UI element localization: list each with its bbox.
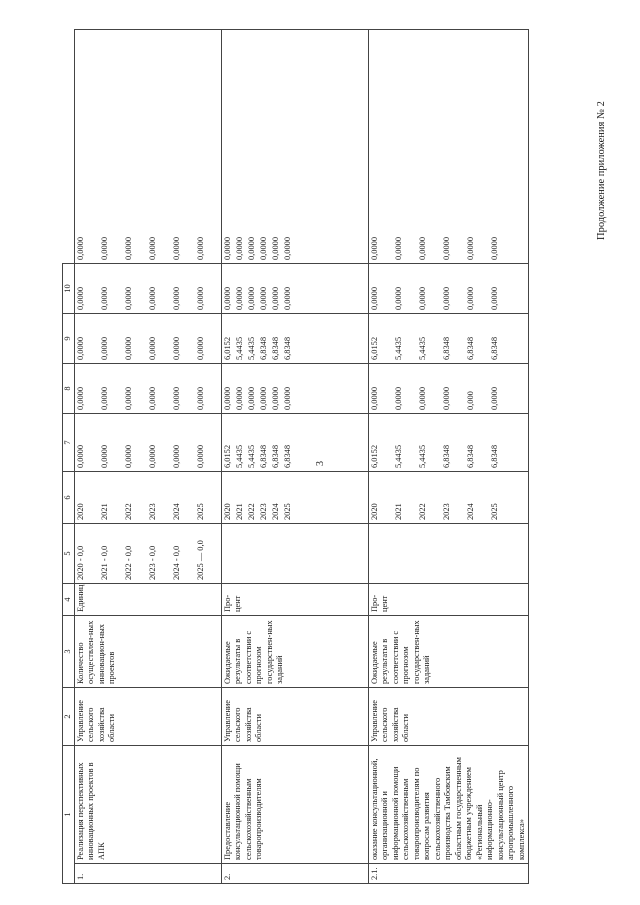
value-c10: 0,0000 — [99, 236, 109, 260]
values-c6 — [221, 414, 368, 472]
activity-name: Предоставление консультационной помощи сельскохозяйственным товаропроизводителям — [221, 746, 368, 864]
value-c6: 5,4435 — [417, 444, 427, 468]
value-c7: 0,0000 — [99, 386, 109, 410]
value-c8: 0,0000 — [123, 336, 133, 360]
column-header-6: 6 — [63, 472, 75, 524]
column-header-4: 4 — [63, 584, 75, 616]
value-c6: 0,0000 — [123, 444, 133, 468]
table-row — [368, 30, 529, 884]
activity-name: Реализация перспективных инновационных проектов в АПК — [74, 746, 221, 864]
value-c9: 0,0000 — [147, 286, 157, 310]
value-c7: 0,0000 — [123, 386, 133, 410]
indicator-name: Ожидаемые результаты в соответствии с прогнозом государствен-ных заданий — [368, 616, 529, 688]
values-c7 — [368, 364, 529, 414]
column-header-7: 7 — [63, 414, 75, 472]
value-targets — [490, 527, 514, 580]
value-c9: 0,0000 — [246, 286, 256, 310]
value-years: 2023 — [147, 503, 157, 520]
value-c8: 5,4435 — [246, 336, 256, 360]
budget-table — [62, 29, 529, 884]
value-c6: 6,0152 — [222, 444, 232, 468]
value-c7: 0,0000 — [282, 386, 292, 410]
value-years: 2021 — [99, 503, 109, 520]
value-c8: 6,8348 — [270, 336, 280, 360]
column-header-5: 5 — [63, 524, 75, 584]
column-header-3: 3 — [63, 616, 75, 688]
value-c7: 0,0000 — [246, 386, 256, 410]
value-c8: 5,4435 — [234, 336, 244, 360]
value-c7: 0,0000 — [75, 386, 85, 410]
value-c6: 6,8348 — [465, 444, 475, 468]
budget-table-rotated — [62, 29, 608, 884]
row-number: 1. — [74, 864, 221, 884]
value-c10: 0,0000 — [369, 236, 379, 260]
value-c8: 6,0152 — [222, 336, 232, 360]
value-c8: 5,4435 — [417, 336, 427, 360]
value-years: 2023 — [441, 503, 451, 520]
value-years: 2023 — [258, 503, 268, 520]
value-c10: 0,0000 — [246, 236, 256, 260]
value-c10: 0,0000 — [465, 236, 475, 260]
value-c10: 0,0000 — [441, 236, 451, 260]
unit: Про-цент — [221, 584, 368, 616]
value-c6: 0,0000 — [75, 444, 85, 468]
value-c6: 6,8348 — [282, 444, 292, 468]
column-header-10: 10 — [63, 264, 75, 314]
unit: Единиц — [74, 584, 221, 616]
value-c9: 0,0000 — [417, 286, 427, 310]
value-c6: 0,0000 — [171, 444, 181, 468]
value-years: 2024 — [171, 503, 181, 520]
value-c6: 6,8348 — [270, 444, 280, 468]
value-c7: 0,0000 — [393, 386, 403, 410]
value-c6: 6,8348 — [489, 444, 499, 468]
value-targets — [343, 527, 367, 580]
value-c10: 0,0000 — [171, 236, 181, 260]
value-c9: 0,0000 — [369, 286, 379, 310]
value-c10: 0,0000 — [222, 236, 232, 260]
value-targets: 2025 — 0,0 — [195, 540, 205, 580]
value-c9: 0,0000 — [465, 286, 475, 310]
row-number: 2.1. — [368, 864, 529, 884]
value-c9: 0,0000 — [258, 286, 268, 310]
table-row — [74, 30, 221, 884]
value-c9: 0,0000 — [282, 286, 292, 310]
appendix-note: Продолжение приложения № 2 — [596, 101, 607, 240]
table-row — [221, 30, 368, 884]
values-c6 — [368, 414, 529, 472]
value-years: 2020 — [75, 503, 85, 520]
value-c10: 0,0000 — [417, 236, 427, 260]
executor: Управление сельского хозяйства области — [74, 688, 221, 746]
value-c10: 0,0000 — [234, 236, 244, 260]
value-c6: 5,4435 — [246, 444, 256, 468]
value-c7: 0,0000 — [270, 386, 280, 410]
value-c7: 0,000 — [465, 391, 475, 410]
value-c6: 5,4435 — [393, 444, 403, 468]
value-c7: 0,0000 — [417, 386, 427, 410]
value-years: 2024 — [270, 503, 280, 520]
value-c9: 0,0000 — [123, 286, 133, 310]
column-header-1: 1 — [63, 746, 75, 884]
values-c7 — [221, 364, 368, 414]
value-years: 2022 — [123, 503, 133, 520]
value-c8: 6,8348 — [489, 336, 499, 360]
value-c9: 0,0000 — [393, 286, 403, 310]
value-c9: 0,0000 — [75, 286, 85, 310]
column-header-8: 8 — [63, 364, 75, 414]
value-c8: 6,8348 — [465, 336, 475, 360]
value-c7: 0,0000 — [258, 386, 268, 410]
value-targets — [466, 527, 490, 580]
value-years: 2022 — [417, 503, 427, 520]
value-c10: 0,0000 — [195, 236, 205, 260]
value-c8: 6,8348 — [282, 336, 292, 360]
value-c7: 0,0000 — [489, 386, 499, 410]
value-targets: 2022 - 0,0 — [123, 545, 133, 580]
value-years: 2025 — [489, 503, 499, 520]
value-c9: 0,0000 — [171, 286, 181, 310]
value-c7: 0,0000 — [222, 386, 232, 410]
executor: Управление сельского хозяйства области — [368, 688, 529, 746]
value-c8: 0,0000 — [99, 336, 109, 360]
value-targets — [394, 527, 418, 580]
value-years: 2025 — [282, 503, 292, 520]
value-targets: 2023 - 0,0 — [147, 545, 157, 580]
values-targets — [368, 524, 529, 584]
value-targets — [442, 527, 466, 580]
value-c7: 0,0000 — [195, 386, 205, 410]
value-c10: 0,0000 — [282, 236, 292, 260]
indicator-name: Количество осуществлен-ных инновацион-ных проектов — [74, 616, 221, 688]
values-c7 — [74, 364, 221, 414]
value-c7: 0,0000 — [441, 386, 451, 410]
value-c9: 0,0000 — [234, 286, 244, 310]
value-c10: 0,0000 — [489, 236, 499, 260]
value-targets: 2024 - 0,0 — [171, 545, 181, 580]
value-targets: 2021 - 0,0 — [99, 545, 109, 580]
values-c9 — [74, 264, 221, 314]
value-c10: 0,0000 — [147, 236, 157, 260]
value-c9: 0,0000 — [195, 286, 205, 310]
value-years: 2021 — [393, 503, 403, 520]
values-c9 — [368, 264, 529, 314]
executor: Управление сельского хозяйства области — [221, 688, 368, 746]
value-targets — [271, 527, 295, 580]
value-c10: 0,0000 — [75, 236, 85, 260]
values-c6 — [74, 414, 221, 472]
column-header-2: 2 — [63, 688, 75, 746]
value-years: 2020 — [369, 503, 379, 520]
values-c8 — [74, 314, 221, 364]
value-years: 2024 — [465, 503, 475, 520]
values-years — [221, 472, 368, 524]
value-c6: 6,0152 — [369, 444, 379, 468]
value-c8: 0,0000 — [147, 336, 157, 360]
value-c6: 6,8348 — [441, 444, 451, 468]
value-targets — [418, 527, 442, 580]
value-years: 2022 — [246, 503, 256, 520]
value-c8: 0,0000 — [75, 336, 85, 360]
value-c6: 0,0000 — [195, 444, 205, 468]
values-years — [74, 472, 221, 524]
values-c8 — [368, 314, 529, 364]
value-c7: 0,0000 — [234, 386, 244, 410]
value-c9: 0,0000 — [99, 286, 109, 310]
column-header-9: 9 — [63, 314, 75, 364]
values-c9 — [221, 264, 368, 314]
values-years — [368, 472, 529, 524]
values-targets — [74, 524, 221, 584]
values-c8 — [221, 314, 368, 364]
value-years: 2021 — [234, 503, 244, 520]
value-targets — [319, 527, 343, 580]
value-c7: 0,0000 — [171, 386, 181, 410]
indicator-name: Ожидаемые результаты в соответствии с прогнозом государствен-ных заданий — [221, 616, 368, 688]
value-targets — [223, 527, 247, 580]
value-c8: 0,0000 — [195, 336, 205, 360]
value-c9: 0,0000 — [222, 286, 232, 310]
value-c6: 0,0000 — [99, 444, 109, 468]
row-number: 2. — [221, 864, 368, 884]
value-c6: 5,4435 — [234, 444, 244, 468]
unit: Про-цент — [368, 584, 529, 616]
value-c10: 0,0000 — [123, 236, 133, 260]
value-c8: 6,8348 — [258, 336, 268, 360]
values-c10 — [74, 30, 221, 264]
value-c7: 0,0000 — [147, 386, 157, 410]
value-c9: 0,0000 — [441, 286, 451, 310]
value-c7: 0,0000 — [369, 386, 379, 410]
header-row — [63, 30, 75, 884]
value-c6: 6,8348 — [258, 444, 268, 468]
value-c9: 0,0000 — [270, 286, 280, 310]
value-c8: 6,0152 — [369, 336, 379, 360]
values-c10 — [221, 30, 368, 264]
values-targets — [221, 524, 368, 584]
value-c10: 0,0000 — [393, 236, 403, 260]
value-years: 2020 — [222, 503, 232, 520]
value-c10: 0,0000 — [270, 236, 280, 260]
values-c10 — [368, 30, 529, 264]
value-years: 2025 — [195, 503, 205, 520]
value-c6: 0,0000 — [147, 444, 157, 468]
page-number: 3 — [315, 461, 326, 466]
value-c8: 6,8348 — [441, 336, 451, 360]
value-c8: 0,0000 — [171, 336, 181, 360]
value-c10: 0,0000 — [258, 236, 268, 260]
value-c8: 5,4435 — [393, 336, 403, 360]
value-targets — [295, 527, 319, 580]
value-targets — [370, 527, 394, 580]
activity-name: оказание консультационной, организационной и информационной помощи сельскохозяйственным товаропроизводителям по вопросам развития сельскохозяйственного производства Тамбовским областным государственным бюджетным учреждением «Региональный информационно-консультационный центр агропромышленного комплекса» — [368, 746, 529, 864]
value-targets — [247, 527, 271, 580]
value-targets: 2020 - 0,0 — [75, 545, 85, 580]
value-c9: 0,0000 — [489, 286, 499, 310]
